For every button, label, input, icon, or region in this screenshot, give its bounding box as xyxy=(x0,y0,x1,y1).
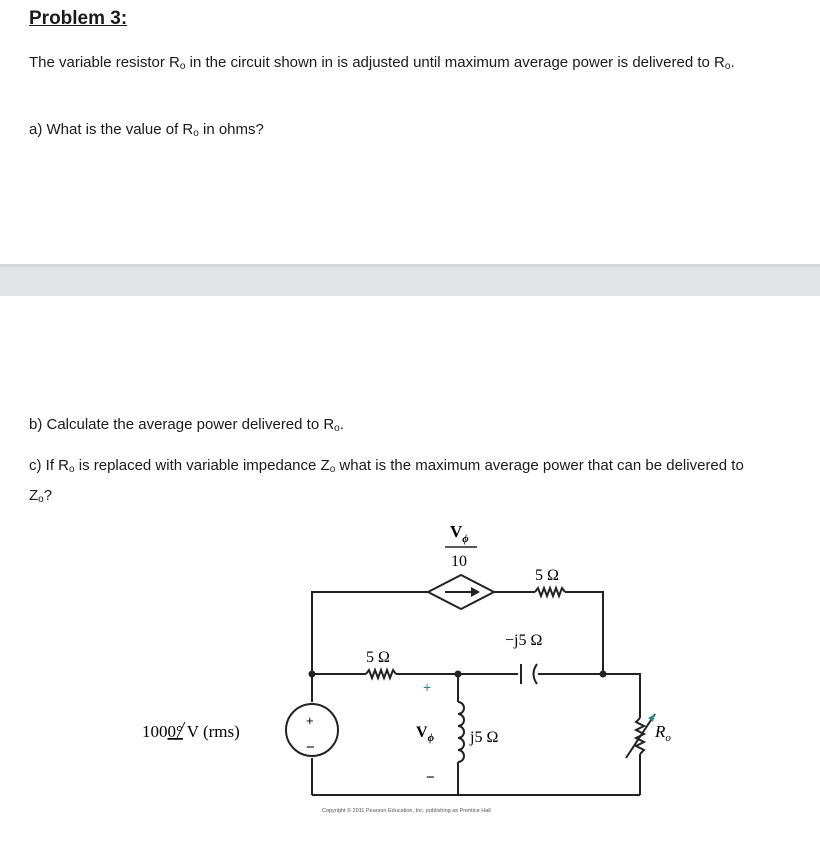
subscript: o xyxy=(193,128,199,139)
question-text: a) What is the value of R xyxy=(29,121,194,138)
resistor-left xyxy=(366,670,396,678)
intro-text: . xyxy=(730,54,735,71)
variable-arrow-head-icon xyxy=(648,714,655,722)
problem-title: Problem 3: xyxy=(29,8,128,29)
subscript: o xyxy=(724,61,731,72)
label-inductor: j5 Ω xyxy=(470,729,499,746)
capacitor-plate-right xyxy=(534,664,538,684)
page-separator-band xyxy=(0,264,820,296)
question-c xyxy=(29,453,749,513)
label-r-load: $R_o$ xyxy=(655,722,671,744)
subscript: o xyxy=(334,423,340,434)
question-text: in ohms? xyxy=(198,121,264,138)
question-text: c) If R xyxy=(29,457,69,474)
question-b xyxy=(29,412,799,442)
question-text: . xyxy=(339,416,344,433)
circuit-diagram xyxy=(130,515,710,825)
node-dot xyxy=(455,671,462,678)
wire-mid-right xyxy=(538,674,640,718)
dep-source-num: $V_\phi$ xyxy=(450,522,469,545)
node-dot xyxy=(309,671,316,678)
intro-text: in the circuit shown in is adjusted until maximum average power is delivered to R xyxy=(185,54,725,71)
subscript: o xyxy=(329,464,336,475)
resistor-top xyxy=(535,588,565,596)
wire-top-right2 xyxy=(565,592,603,674)
label-capacitor: −j5 Ω xyxy=(505,632,543,649)
intro-text: The variable resistor R xyxy=(29,54,180,71)
wire-top-left xyxy=(312,592,428,702)
subscript: o xyxy=(179,61,186,72)
question-text: b) Calculate the average power delivered to R xyxy=(29,416,335,433)
v-phi-minus: − xyxy=(426,769,435,786)
label-r-top: 5 Ω xyxy=(535,567,559,584)
source-plus: + xyxy=(306,713,314,728)
label-v-phi: $V_\phi$ xyxy=(416,724,434,744)
source-minus: − xyxy=(306,739,315,756)
copyright-text: Copyright © 2011 Pearson Education, Inc. publishing as Prentice Hall xyxy=(322,808,491,814)
inductor xyxy=(458,702,464,762)
question-text: what is the maximum average power that can be delivered to Z xyxy=(29,457,744,504)
dep-source-den: 10 xyxy=(451,553,467,570)
current-arrow-head-icon xyxy=(471,587,480,597)
problem-intro xyxy=(29,50,799,80)
question-text: is replaced with variable impedance Z xyxy=(74,457,330,474)
label-source: 1000° V (rms) xyxy=(142,722,240,741)
subscript: o xyxy=(69,464,75,475)
question-text: ? xyxy=(43,487,53,504)
label-r-left: 5 Ω xyxy=(366,649,390,666)
node-dot xyxy=(600,671,607,678)
question-a xyxy=(29,117,799,147)
v-phi-plus: + xyxy=(423,679,432,695)
variable-arrow-icon xyxy=(626,714,655,758)
subscript: o xyxy=(38,494,44,505)
